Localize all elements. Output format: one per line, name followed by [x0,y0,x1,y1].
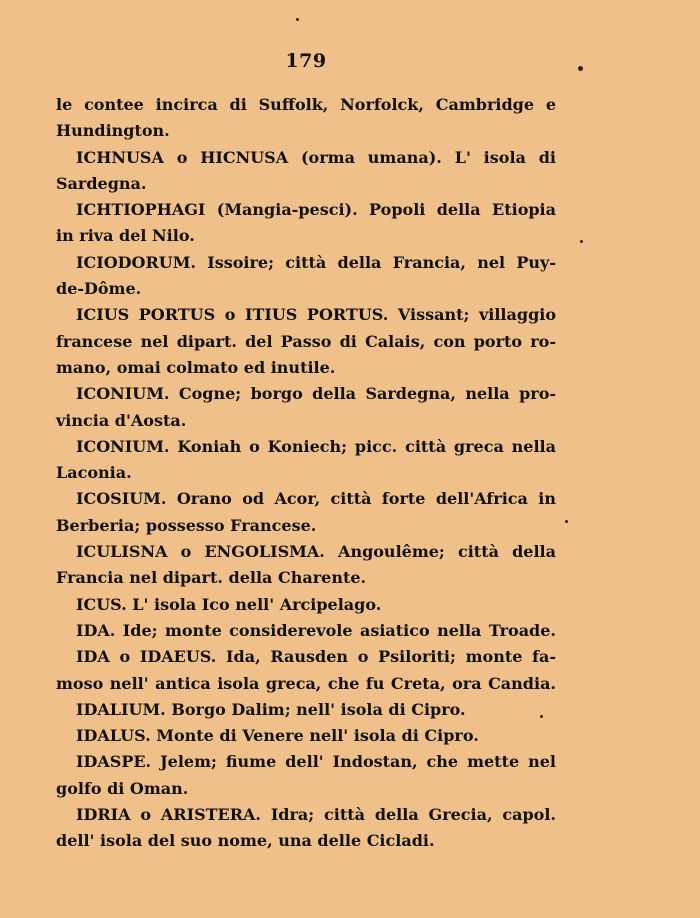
text-line: francese nel dipart. del Passo di Calais, con porto ro- [56,331,556,351]
print-speck [565,520,568,523]
text-line: IDALUS. Monte di Venere nell' isola di Cipro. [76,726,479,746]
text-line: IDALIUM. Borgo Dalim; nell' isola di Cipro. [76,699,466,719]
text-line: ICONIUM. Cogne; borgo della Sardegna, nella pro- [76,384,556,404]
text-line: Hundington. [56,121,170,141]
print-speck [296,18,299,21]
text-line: ICHNUSA o HICNUSA (orma umana). L' isola di [76,147,556,167]
text-line: ICIODORUM. Issoire; città della Francia, nel Puy- [76,252,556,272]
print-speck [580,240,583,243]
text-line: IDRIA o ARISTERA. Idra; città della Grecia, capol. [76,805,556,825]
text-line: golfo di Oman. [56,778,189,798]
text-line: ICIUS PORTUS o ITIUS PORTUS. Vissant; villaggio [76,305,556,325]
dictionary-entries [56,92,556,855]
text-line: IDA. Ide; monte considerevole asiatico nella Troade. [76,620,556,640]
text-line: Sardegna. [56,173,147,193]
text-line: Francia nel dipart. della Charente. [56,568,367,588]
text-line: dell' isola del suo nome, una delle Cicladi. [56,831,435,851]
text-line: in riva del Nilo. [56,226,195,246]
page-number: 179 [285,50,327,72]
text-line: ICONIUM. Koniah o Koniech; picc. città greca nella [76,436,556,456]
text-line: IDASPE. Jelem; fiume dell' Indostan, che mette nel [76,752,556,772]
text-line: ICOSIUM. Orano od Acor, città forte dell'Africa in [76,489,556,509]
text-line: Berberia; possesso Francese. [56,515,317,535]
text-line: le contee incirca di Suffolk, Norfolck, Cambridge e [56,95,556,114]
text-line: mano, omai colmato ed inutile. [56,357,336,377]
text-line: Laconia. [56,463,132,483]
text-line: IDA o IDAEUS. Ida, Rausden o Psiloriti; monte fa- [76,647,556,667]
text-line: ICUS. L' isola Ico nell' Arcipelago. [76,594,382,614]
text-line: ICULISNA o ENGOLISMA. Angoulême; città della [76,542,556,562]
text-line: de-Dôme. [56,279,142,299]
text-line: vincia d'Aosta. [56,410,187,430]
text-line: ICHTIOPHAGI (Mangia-pesci). Popoli della Etiopia [76,200,556,220]
text-line: moso nell' antica isola greca, che fu Creta, ora Candia. [56,673,556,693]
